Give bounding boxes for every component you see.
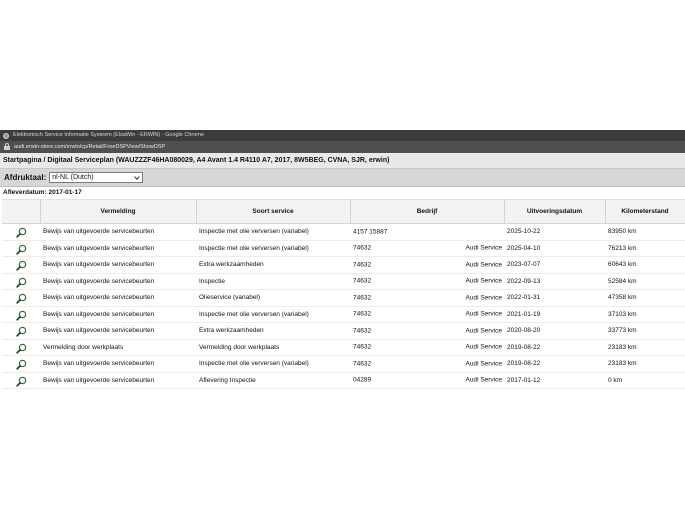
table-header-row [2,200,685,224]
service-table [2,199,685,389]
magnifier-icon [16,344,27,351]
print-language-label: Afdruktaal: [4,173,47,182]
cell-mileage: 83950 km [605,224,685,241]
cell-mention: Vermelding door werkplaats [40,339,196,356]
cell-date: 2025-04-10 [504,240,605,257]
table-row [2,323,685,340]
delivery-date: Afleverdatum: 2017-01-17 [3,189,82,196]
cell-company [350,224,504,241]
view-details-button[interactable] [2,290,40,307]
cell-company [350,273,504,290]
company-code: 74632 [353,294,372,302]
company-code: 74632 [353,244,372,252]
cell-mileage: 47358 km [605,290,685,307]
view-details-button[interactable] [2,257,40,274]
magnifier-icon [16,261,27,268]
view-details-button[interactable] [2,306,40,323]
cell-date: 2022-01-31 [504,290,605,307]
url-text[interactable]: audi.erwin-store.com/erwin/cp/Retail/FreeDSPView/ShowDSP [14,144,166,150]
company-name: Audi Service [465,277,502,285]
company-name: Audi Service [465,360,502,368]
header-mileage: Kilometerstand [605,200,685,224]
cell-company [350,240,504,257]
magnifier-icon [16,311,27,318]
table-row [2,372,685,389]
cell-mileage: 52584 km [605,273,685,290]
print-language-select[interactable] [49,172,143,183]
cell-date: 2019-08-22 [504,339,605,356]
table-row [2,356,685,373]
cell-mention: Bewijs van uitgevoerde servicebeurten [40,273,196,290]
cell-mention: Bewijs van uitgevoerde servicebeurten [40,240,196,257]
magnifier-icon [16,228,27,235]
company-code: 4157 15887 [353,228,388,236]
header-date: Uitvoeringsdatum [504,200,605,224]
header-service-type: Soort service [196,200,350,224]
table-row [2,306,685,323]
company-code: 74632 [353,343,372,351]
cell-date: 2019-08-22 [504,356,605,373]
cell-date: 2023-07-07 [504,257,605,274]
company-code: 74632 [353,360,372,368]
header-mention: Vermelding [40,200,196,224]
view-details-button[interactable] [2,240,40,257]
cell-mileage: 23183 km [605,339,685,356]
address-bar[interactable] [0,141,685,153]
magnifier-icon [16,377,27,384]
table-row [2,290,685,307]
browser-title-bar [0,130,685,141]
magnifier-icon [16,245,27,252]
print-language-value: nl-NL (Dutch) [52,174,94,181]
view-details-button[interactable] [2,224,40,241]
cell-company [350,356,504,373]
table-row [2,273,685,290]
cell-company [350,306,504,323]
company-code: 74632 [353,277,372,285]
company-name: Audi Service [465,310,502,318]
cell-mileage: 23183 km [605,356,685,373]
view-details-button[interactable] [2,372,40,389]
cell-mention: Bewijs van uitgevoerde servicebeurten [40,323,196,340]
header-icon-column [2,200,40,224]
view-details-button[interactable] [2,356,40,373]
table-row [2,224,685,241]
cell-mileage: 37103 km [605,306,685,323]
cell-company [350,290,504,307]
cell-date: 2020-08-20 [504,323,605,340]
company-code: 04289 [353,376,372,384]
cell-company [350,372,504,389]
cell-company [350,323,504,340]
cell-mention: Bewijs van uitgevoerde servicebeurten [40,224,196,241]
company-name: Audi Service [465,244,502,252]
company-name: Audi Service [465,294,502,302]
cell-mention: Bewijs van uitgevoerde servicebeurten [40,306,196,323]
cell-date: 2017-01-12 [504,372,605,389]
cell-service-type: Vermelding door werkplaats [196,339,350,356]
window-title: Elektronisch Service Informatie Systeem (ElsaWin - ERWIN) - Google Chrome [13,132,204,138]
cell-date: 2022-09-13 [504,273,605,290]
magnifier-icon [16,294,27,301]
cell-service-type: Aflevering Inspectie [196,372,350,389]
company-code: 74632 [353,261,372,269]
lock-icon [4,145,10,150]
magnifier-icon [16,278,27,285]
view-details-button[interactable] [2,323,40,340]
cell-service-type: Inspectie [196,273,350,290]
cell-date: 2021-01-19 [504,306,605,323]
magnifier-icon [16,327,27,334]
company-code: 74632 [353,310,372,318]
magnifier-icon [16,360,27,367]
company-name: Audi Service [465,261,502,269]
company-name: Audi Service [465,376,502,384]
header-company: Bedrijf [350,200,504,224]
cell-date: 2025-10-22 [504,224,605,241]
cell-mileage: 0 km [605,372,685,389]
cell-mention: Bewijs van uitgevoerde servicebeurten [40,372,196,389]
company-name: Audi Service [465,343,502,351]
cell-mention: Bewijs van uitgevoerde servicebeurten [40,290,196,307]
cell-service-type: Inspectie met olie verversen (variabel) [196,356,350,373]
cell-service-type: Extra werkzaamheden [196,323,350,340]
company-code: 74632 [353,327,372,335]
chevron-down-icon [134,174,140,180]
cell-mention: Bewijs van uitgevoerde servicebeurten [40,356,196,373]
cell-service-type: Inspectie met olie verversen (variabel) [196,240,350,257]
cell-mileage: 76213 km [605,240,685,257]
company-name: Audi Service [465,327,502,335]
breadcrumb: Startpagina / Digitaal Serviceplan (WAUZZZF46HA080029, A4 Avant 1.4 R4110 A7, 2017, 8W5BEG, CVNA, SJR, erwin) [0,153,685,169]
cell-mileage: 60643 km [605,257,685,274]
chrome-icon [3,133,9,139]
cell-service-type: Extra werkzaamheden [196,257,350,274]
print-language-bar [0,169,685,187]
table-row [2,257,685,274]
cell-service-type: Olieservice (variabel) [196,290,350,307]
cell-mileage: 33773 km [605,323,685,340]
cell-mention: Bewijs van uitgevoerde servicebeurten [40,257,196,274]
cell-company [350,339,504,356]
cell-service-type: Inspectie met olie verversen (variabel) [196,224,350,241]
cell-company [350,257,504,274]
table-row [2,240,685,257]
view-details-button[interactable] [2,339,40,356]
view-details-button[interactable] [2,273,40,290]
cell-service-type: Inspectie met olie verversen (variabel) [196,306,350,323]
table-row [2,339,685,356]
